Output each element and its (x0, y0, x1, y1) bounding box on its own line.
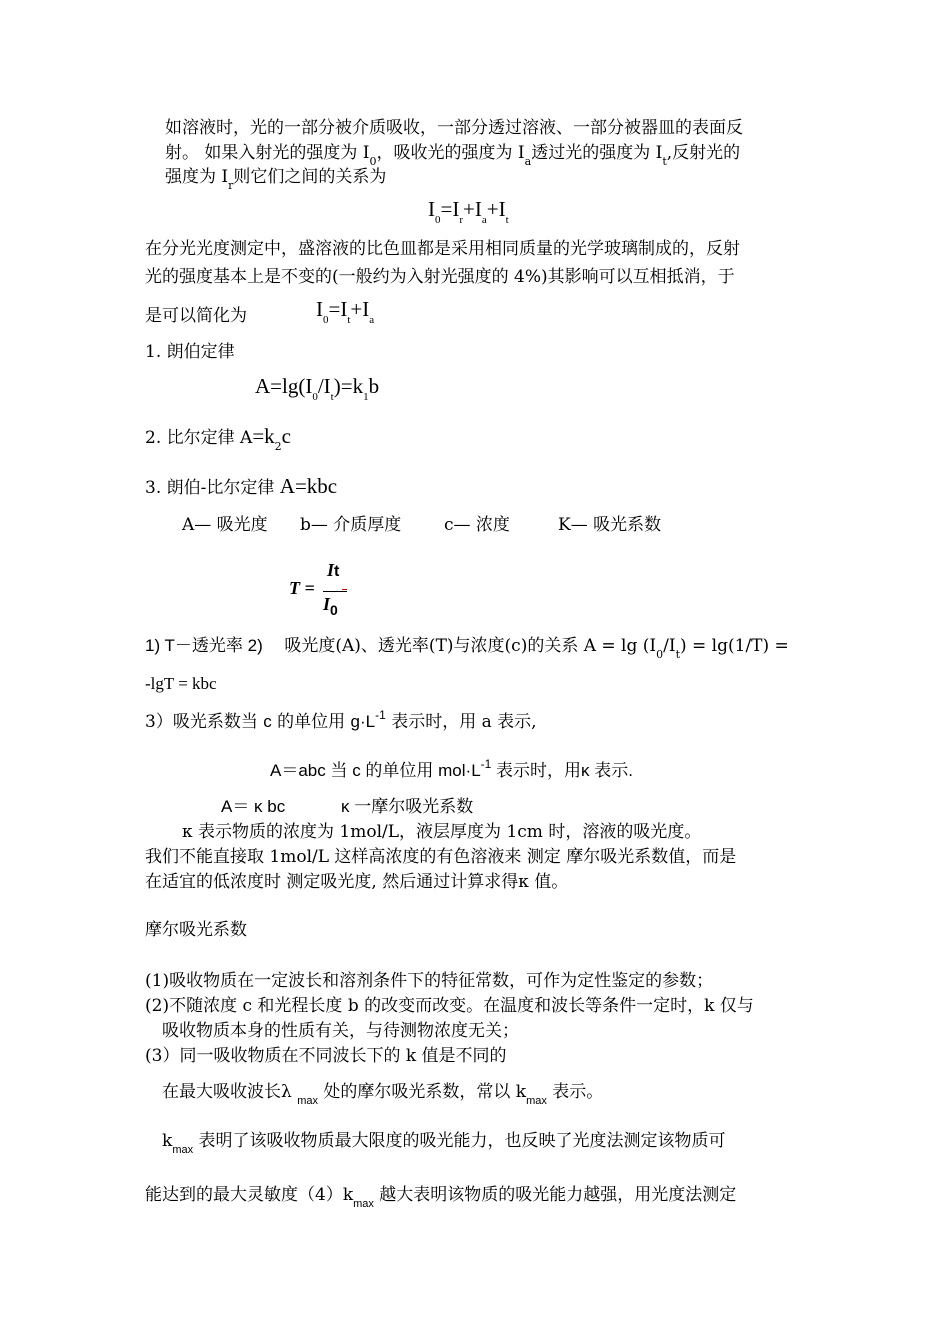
para2-line3: 是可以简化为 (145, 306, 247, 326)
legend-coefficient: K— 吸光系数 (558, 515, 662, 535)
para2-line2: 光的强度基本上是不变的(一般约为入射光强度的 4%)其影响可以互相抵消，于 (145, 267, 735, 287)
kmax-meaning-line1: $k_{max}$ 表明了该吸收物质最大限度的吸光能力，也反映了光度法测定该物质可 (162, 1131, 726, 1156)
fraction-denominator: $I_0$ (323, 594, 338, 618)
equation-lambert: $A=\lg(I_0/I_t)=k_1b$ (255, 374, 380, 403)
para1-line1: 如溶液时，光的一部分被介质吸收，一部分透过溶液、一部分被器皿的表面反 (165, 118, 743, 138)
section-lambert-title: 1. 朗伯定律 (145, 342, 235, 362)
fraction-bar (323, 591, 347, 592)
legend-concentration: c— 浓度 (444, 515, 510, 535)
section-lambert-beer-title: 3. 朗伯-比尔定律 A=kbc (145, 474, 338, 498)
kmax-definition: 在最大吸收波长λ $_{max}$ 处的摩尔吸光系数，常以 $k_{max}$ 表示。 (162, 1082, 604, 1107)
molar-equation: A＝ κ bc (221, 797, 286, 816)
fraction-lhs: T = (289, 578, 315, 598)
fraction-numerator: It (327, 560, 340, 580)
para1-line2: 射。 如果入射光的强度为 $I_0$，吸收光的强度为 $I_a$透过光的强度为 $I_t$,反射光的 (165, 143, 741, 168)
equation-simplified: $I_0=I_t+I_a$ (316, 297, 375, 326)
property-item-2: (2)不随浓度 c 和光程长度 b 的改变而改变。在温度和波长等条件一定时，k 仅与 (145, 996, 754, 1016)
para6-line2: 我们不能直接取 1mol/L 这样高浓度的有色溶液来 测定 摩尔吸光系数值，而是 (145, 847, 737, 867)
molar-definition: κ 一摩尔吸光系数 (341, 797, 474, 816)
relation-line2: -lgT = kbc (145, 674, 217, 693)
legend-thickness: b— 介质厚度 (300, 515, 402, 535)
para6-line1: κ 表示物质的浓度为 1mol/L，液层厚度为 1cm 时，溶液的吸光度。 (182, 822, 702, 842)
section-beer-title: 2. 比尔定律 $A=k_2c$ (145, 424, 291, 453)
para1-line3: 强度为 $I_r$则它们之间的关系为 (165, 167, 387, 192)
absorption-coefficient-mol: A＝abc 当 c 的单位用 $mol\cdot L^{-1}$ 表示时，用κ 表示. (270, 757, 633, 780)
property-item-1: (1)吸收物质在一定波长和溶剂条件下的特征常数，可作为定性鉴定的参数； (145, 971, 714, 991)
para6-line3: 在适宜的低浓度时 测定吸光度, 然后通过计算求得κ 值。 (145, 872, 569, 892)
kmax-meaning-line2: 能达到的最大灵敏度$(4)k_{max}$ 越大表明该物质的吸光能力越强，用光度法测定 (145, 1185, 737, 1210)
fraction-bar-accent (342, 589, 347, 590)
heading-molar-coefficient: 摩尔吸光系数 (145, 920, 247, 940)
property-item-2-cont: 吸收物质本身的性质有关，与待测物浓度无关； (162, 1021, 519, 1041)
legend-absorbance: A— 吸光度 (182, 515, 268, 535)
para2-line1: 在分光光度测定中，盛溶液的比色皿都是采用相同质量的光学玻璃制成的，反射 (145, 239, 740, 259)
absorption-coefficient-gram: 3）吸光系数当 c 的单位用 $g\cdot L^{-1}$ 表示时，用 a 表示, (145, 708, 537, 732)
property-item-3: (3）同一吸收物质在不同波长下的 k 值是不同的 (145, 1046, 507, 1066)
relation-line1: 1) T－透光率 2) 吸光度(A)、透光率(T)与浓度(c)的关系 $A = \lg (I_0/I_t) = \lg(1/T)$ = (145, 636, 789, 661)
equation-full-balance: $I_0=I_r+I_a+I_t$ (428, 197, 509, 226)
